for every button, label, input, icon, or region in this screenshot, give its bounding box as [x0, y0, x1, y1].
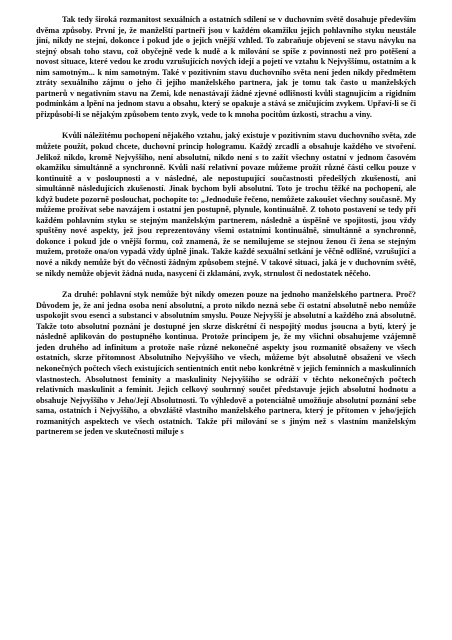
- paragraph: Za druhé: pohlavní styk nemůže být nikdy omezen pouze na jednoho manželského partnera. Proč? Důvodem je, že ani jedna osoba není absolutní, a proto nikdo nezná sebe či ostatní absolutně nebo nemůže uspokojit svou esenci a substanci v absolutním smyslu. Pouze Nejvyšší je absolutní a každého zná absolutně. Takže toto absolutní poznání je dostupné jen skrze diskrétní či nespojitý modus jsoucna a bytí, který je následně aplikován do postupného kontinua. Protože principem je, že my všichni obsahujeme vzájemně jeden druhého ad infinitum a protože naše různé nekonečné aspekty jsou rozmanitě obsaženy ve všech ostatních, skrze přítomnost Absolutního Nejvyššího ve všech, můžeme být absolutně obsaženi ve všech nekonečných počtech všech existujících sentientních entit nebo konkrétně v jejich feminních a maskulinních vlastnostech. Absolutnost feminity a maskulinity Nejvyššího se odráží v těchto nekonečných počtech relativních maskulinit a feminit. Jejich celkový souhrnný součet představuje jejich absolutní hodnotu a obsahuje Nejvyššího v Jeho/Její Absolutnosti. To výhledově a potenciálně umožňuje absolutní poznání sebe sama, ostatních i Nejvyššího, a obvzláště vlastního manželského partnera, který je přítomen v jeho/jejích rozmanitých aspektech ve všech ostatních. Takže při milování se s jiným než s vlastním manželským partnerem se jeden ve skutečnosti miluje s: [36, 290, 416, 437]
- paragraph: Kvůli náležitému pochopení nějakého vztahu, jaký existuje v pozitivním stavu duchovního světa, zde můžete použít, pokud chcete, duchovní princip hologramu. Každý zrcadlí a obsahuje každého ve stvoření. Jelikož nikdo, kromě Nejvyššího, není absolutní, nikdo není s to zažít všechny ostatní v jednom časovém okamžiku simultánně a synchronně. Kvůli naší relativní povaze můžeme prožít různé části celku pouze v kontinuitě a v posloupnosti a v následné, ale nepostupující součastnosti předešlých zkušeností, ani simultánně následujících zkušeností. Jinak bychom byli absolutní. Toto je trochu těžké na pochopení, ale když budete pozorně poslouchat, pochopíte to: „Jednoduše řečeno, nemůžete zakoušet všechny současně. My můžeme prožívat sebe navzájem i ostatní jen postupně, plynule, kontinuálně. Z tohoto postavení se tedy při každém pohlavním styku se stejným manželským partnerem, následně a úspěšně ve spojitosti, jsou vždy spuštěny nové aspekty, jež jsou reprezentovány všemi ostatními kontinuálně, simultánně a synchronně, dokonce i pokud jde o vnější formu, což znamená, že se nemilujeme se stejnou ženou či žena se stejným mužem, protože ona/on vypadá vždy úplně jinak. Takže každé sexuální setkání je věčně odlišné, vzrušující a nové a nikdy nemůže být do věčnosti žádným způsobem stejné. V takové situaci, jaká je v duchovním světě, se nikdy nemůže objevit žádná nuda, nasycení či zklamání, zvyk, strnulost či nedostatek něčeho.: [36, 131, 416, 278]
- paragraph: Tak tedy široká rozmanitost sexuálních a ostatních sdílení se v duchovním světě dosahuje především dvěma způsoby. První je, že manželští partneři jsou v každém okamžiku jejich pohlavního styku neustále jiní, nikdy ne stejní, dokonce i pokud jde o jejich vnější vzhled. To zabraňuje objevení se stavu návyku na stejný obsah toho stavu, což obyčejně vede k nudě a k milování se spíše z povinnosti než pro potěšení a novost situace, které vedou ke zrodu vzrušujících nových idejí a pojetí ve vztahu k Nejvyššímu, ostatním a k nim samotným... k nim samotným. Také v pozitivním stavu duchovního světa není jeden nikdy předmětem ztráty sexuálního zájmu o jeho či jejího manželského partnera, jak je tomu tak často u manželských partnerů v negativním stavu na Zemi, kde nenastávají žádné zjevné odlišnosti kvůli stagnujícím a rigidním podmínkám a lpění na jednom stavu a obsahu, který se opakuje a stává se zničujícím zvykem. Upřaví-li se či přizpůsobí-li se nějakým způsobem tento zvyk, vede to k mnoha pocitům úzkosti, strachu a viny.: [36, 15, 416, 119]
